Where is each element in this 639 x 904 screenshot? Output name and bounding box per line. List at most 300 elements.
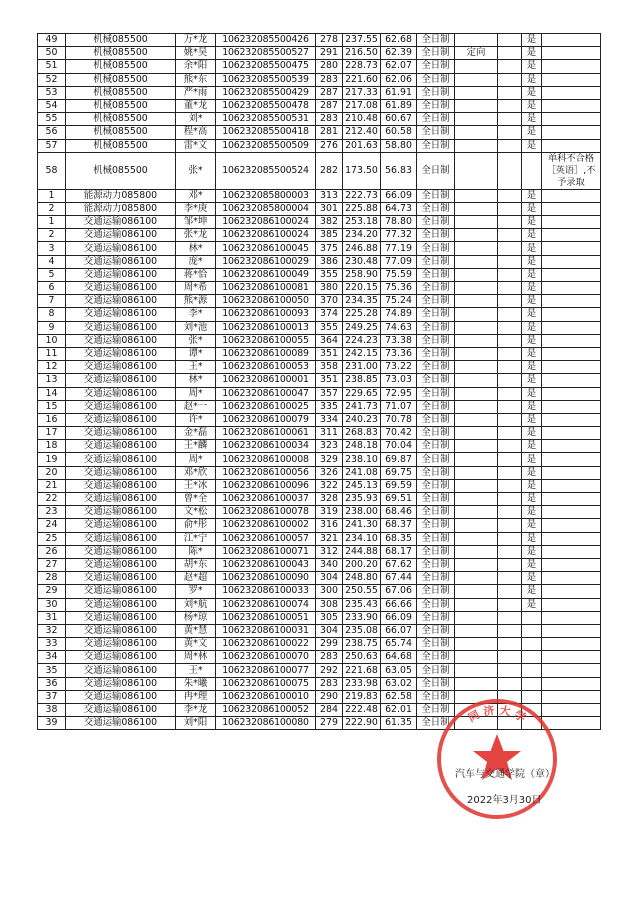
admitted-flag: 是 [522, 347, 542, 360]
row-number: 20 [38, 466, 66, 479]
candidate-id: 106232086100077 [216, 664, 316, 677]
row-number: 10 [38, 334, 66, 347]
initial-score: 316 [316, 519, 343, 532]
candidate-id: 106232086100089 [216, 347, 316, 360]
table-row [38, 73, 601, 86]
special-program [455, 229, 498, 242]
row-number: 54 [38, 99, 66, 112]
total-score: 249.25 [343, 321, 381, 334]
candidate-id: 106232085500426 [216, 34, 316, 47]
total-score: 248.80 [343, 572, 381, 585]
candidate-id: 106232086100050 [216, 295, 316, 308]
final-score: 68.17 [381, 545, 417, 558]
special-program [455, 638, 498, 651]
remark-cell [542, 427, 601, 440]
final-score: 62.06 [381, 73, 417, 86]
remark-cell [542, 242, 601, 255]
final-score: 74.63 [381, 321, 417, 334]
row-number: 55 [38, 113, 66, 126]
admitted-flag: 是 [522, 361, 542, 374]
admitted-flag: 是 [522, 99, 542, 112]
final-score: 60.67 [381, 113, 417, 126]
study-mode: 全日制 [417, 624, 455, 637]
remark-cell [542, 229, 601, 242]
remark-cell [542, 638, 601, 651]
candidate-id: 106232085500539 [216, 73, 316, 86]
special-program [455, 334, 498, 347]
student-name: 周* [176, 387, 216, 400]
admitted-flag: 是 [522, 532, 542, 545]
total-score: 217.08 [343, 99, 381, 112]
admitted-flag: 是 [522, 113, 542, 126]
student-name: 林* [176, 374, 216, 387]
special-program [455, 479, 498, 492]
student-name: 李*庚 [176, 202, 216, 215]
remark-cell [542, 598, 601, 611]
row-number: 49 [38, 34, 66, 47]
study-mode: 全日制 [417, 585, 455, 598]
remark-cell [542, 400, 601, 413]
major-cell: 交通运输086100 [66, 282, 176, 295]
special-program [455, 216, 498, 229]
study-mode: 全日制 [417, 466, 455, 479]
row-number: 19 [38, 453, 66, 466]
initial-score: 304 [316, 572, 343, 585]
svg-text:同 济 大 学: 同 济 大 学 [466, 703, 528, 725]
major-cell: 交通运输086100 [66, 321, 176, 334]
study-mode: 全日制 [417, 308, 455, 321]
total-score: 173.50 [343, 152, 381, 189]
initial-score: 322 [316, 479, 343, 492]
study-mode: 全日制 [417, 229, 455, 242]
candidate-id: 106232086100055 [216, 334, 316, 347]
special-program [455, 519, 498, 532]
study-mode: 全日制 [417, 47, 455, 60]
study-mode: 全日制 [417, 268, 455, 281]
study-mode: 全日制 [417, 479, 455, 492]
admitted-flag: 是 [522, 585, 542, 598]
final-score: 58.80 [381, 139, 417, 152]
row-number: 37 [38, 690, 66, 703]
special-program [455, 624, 498, 637]
table-row [38, 624, 601, 637]
special-program [455, 453, 498, 466]
student-name: 邓*欣 [176, 466, 216, 479]
remark-cell [542, 374, 601, 387]
initial-score: 323 [316, 440, 343, 453]
empty-cell [498, 493, 522, 506]
special-program [455, 585, 498, 598]
study-mode: 全日制 [417, 216, 455, 229]
study-mode: 全日制 [417, 572, 455, 585]
row-number: 2 [38, 202, 66, 215]
final-score: 63.02 [381, 677, 417, 690]
admitted-flag: 是 [522, 427, 542, 440]
candidate-id: 106232086100079 [216, 413, 316, 426]
candidate-id: 106232086100080 [216, 717, 316, 730]
initial-score: 319 [316, 506, 343, 519]
major-cell: 交通运输086100 [66, 216, 176, 229]
final-score: 66.09 [381, 189, 417, 202]
total-score: 238.10 [343, 453, 381, 466]
special-program [455, 347, 498, 360]
initial-score: 375 [316, 242, 343, 255]
admitted-flag: 是 [522, 493, 542, 506]
initial-score: 300 [316, 585, 343, 598]
final-score: 67.06 [381, 585, 417, 598]
admitted-flag [522, 638, 542, 651]
major-cell: 交通运输086100 [66, 638, 176, 651]
final-score: 71.07 [381, 400, 417, 413]
remark-cell [542, 440, 601, 453]
final-score: 75.36 [381, 282, 417, 295]
remark-cell [542, 73, 601, 86]
special-program [455, 268, 498, 281]
admitted-flag [522, 677, 542, 690]
major-cell: 机械085500 [66, 99, 176, 112]
candidate-id: 106232086100096 [216, 479, 316, 492]
empty-cell [498, 295, 522, 308]
remark-cell [542, 126, 601, 139]
empty-cell [498, 519, 522, 532]
major-cell: 交通运输086100 [66, 506, 176, 519]
empty-cell [498, 506, 522, 519]
major-cell: 交通运输086100 [66, 361, 176, 374]
initial-score: 278 [316, 34, 343, 47]
total-score: 220.15 [343, 282, 381, 295]
row-number: 24 [38, 519, 66, 532]
final-score: 62.39 [381, 47, 417, 60]
major-cell: 交通运输086100 [66, 440, 176, 453]
row-number: 14 [38, 387, 66, 400]
candidate-id: 106232086100029 [216, 255, 316, 268]
study-mode: 全日制 [417, 493, 455, 506]
total-score: 210.48 [343, 113, 381, 126]
empty-cell [498, 677, 522, 690]
table-row [38, 229, 601, 242]
initial-score: 283 [316, 113, 343, 126]
student-name: 李* [176, 308, 216, 321]
row-number: 2 [38, 229, 66, 242]
initial-score: 329 [316, 453, 343, 466]
empty-cell [498, 479, 522, 492]
row-number: 12 [38, 361, 66, 374]
total-score: 229.65 [343, 387, 381, 400]
total-score: 201.63 [343, 139, 381, 152]
major-cell: 交通运输086100 [66, 532, 176, 545]
special-program [455, 374, 498, 387]
total-score: 222.90 [343, 717, 381, 730]
student-name: 俞*彤 [176, 519, 216, 532]
special-program [455, 282, 498, 295]
total-score: 231.00 [343, 361, 381, 374]
table-row [38, 347, 601, 360]
special-program [455, 113, 498, 126]
total-score: 241.08 [343, 466, 381, 479]
student-name: 胡*东 [176, 558, 216, 571]
candidate-id: 106232086100078 [216, 506, 316, 519]
initial-score: 385 [316, 229, 343, 242]
total-score: 234.35 [343, 295, 381, 308]
special-program [455, 308, 498, 321]
major-cell: 交通运输086100 [66, 466, 176, 479]
student-name: 冉*理 [176, 690, 216, 703]
row-number: 25 [38, 532, 66, 545]
empty-cell [498, 440, 522, 453]
special-program [455, 440, 498, 453]
study-mode: 全日制 [417, 255, 455, 268]
candidate-id: 106232086100070 [216, 651, 316, 664]
remark-cell [542, 413, 601, 426]
major-cell: 交通运输086100 [66, 374, 176, 387]
candidate-id: 106232086100056 [216, 466, 316, 479]
candidate-id: 106232086100052 [216, 704, 316, 717]
admitted-flag: 是 [522, 229, 542, 242]
empty-cell [498, 60, 522, 73]
student-name: 刘* [176, 113, 216, 126]
initial-score: 328 [316, 493, 343, 506]
table-row [38, 86, 601, 99]
table-row [38, 479, 601, 492]
study-mode: 全日制 [417, 86, 455, 99]
study-mode: 全日制 [417, 321, 455, 334]
remark-cell [542, 189, 601, 202]
candidate-id: 106232086100081 [216, 282, 316, 295]
major-cell: 交通运输086100 [66, 611, 176, 624]
row-number: 15 [38, 400, 66, 413]
empty-cell [498, 545, 522, 558]
initial-score: 351 [316, 374, 343, 387]
remark-cell [542, 558, 601, 571]
study-mode: 全日制 [417, 598, 455, 611]
study-mode: 全日制 [417, 202, 455, 215]
empty-cell [498, 572, 522, 585]
empty-cell [498, 651, 522, 664]
study-mode: 全日制 [417, 427, 455, 440]
admitted-flag: 是 [522, 255, 542, 268]
student-name: 李*龙 [176, 704, 216, 717]
final-score: 68.46 [381, 506, 417, 519]
row-number: 39 [38, 717, 66, 730]
table-row [38, 374, 601, 387]
candidate-id: 106232086100024 [216, 216, 316, 229]
table-row [38, 282, 601, 295]
candidate-id: 106232085500418 [216, 126, 316, 139]
row-number: 13 [38, 374, 66, 387]
student-name: 谭* [176, 347, 216, 360]
candidate-id: 106232086100075 [216, 677, 316, 690]
initial-score: 313 [316, 189, 343, 202]
table-row [38, 242, 601, 255]
study-mode: 全日制 [417, 152, 455, 189]
empty-cell [498, 558, 522, 571]
initial-score: 358 [316, 361, 343, 374]
row-number: 58 [38, 152, 66, 189]
candidate-id: 106232086100037 [216, 493, 316, 506]
row-number: 53 [38, 86, 66, 99]
final-score: 66.09 [381, 611, 417, 624]
admitted-flag: 是 [522, 295, 542, 308]
admitted-flag: 是 [522, 466, 542, 479]
admitted-flag: 是 [522, 34, 542, 47]
candidate-id: 106232086100090 [216, 572, 316, 585]
special-program [455, 73, 498, 86]
empty-cell [498, 113, 522, 126]
major-cell: 交通运输086100 [66, 677, 176, 690]
empty-cell [498, 152, 522, 189]
special-program [455, 572, 498, 585]
candidate-id: 106232086100071 [216, 545, 316, 558]
student-name: 周*林 [176, 651, 216, 664]
study-mode: 全日制 [417, 400, 455, 413]
final-score: 69.87 [381, 453, 417, 466]
student-name: 江*宁 [176, 532, 216, 545]
admitted-flag: 是 [522, 73, 542, 86]
study-mode: 全日制 [417, 139, 455, 152]
student-name: 陈* [176, 545, 216, 558]
final-score: 73.36 [381, 347, 417, 360]
final-score: 62.58 [381, 690, 417, 703]
candidate-id: 106232085500475 [216, 60, 316, 73]
candidate-id: 106232086100047 [216, 387, 316, 400]
student-name: 周* [176, 453, 216, 466]
remark-cell [542, 47, 601, 60]
major-cell: 机械085500 [66, 73, 176, 86]
major-cell: 交通运输086100 [66, 334, 176, 347]
total-score: 216.50 [343, 47, 381, 60]
candidate-id: 106232086100043 [216, 558, 316, 571]
initial-score: 311 [316, 427, 343, 440]
final-score: 62.07 [381, 60, 417, 73]
table-row [38, 453, 601, 466]
total-score: 235.08 [343, 624, 381, 637]
major-cell: 交通运输086100 [66, 690, 176, 703]
candidate-id: 106232086100010 [216, 690, 316, 703]
student-name: 黄*慧 [176, 624, 216, 637]
total-score: 245.13 [343, 479, 381, 492]
remark-cell [542, 34, 601, 47]
table-row [38, 506, 601, 519]
final-score: 77.19 [381, 242, 417, 255]
initial-score: 301 [316, 202, 343, 215]
major-cell: 机械085500 [66, 152, 176, 189]
major-cell: 交通运输086100 [66, 558, 176, 571]
table-row [38, 361, 601, 374]
final-score: 61.35 [381, 717, 417, 730]
final-score: 73.38 [381, 334, 417, 347]
total-score: 246.88 [343, 242, 381, 255]
total-score: 238.85 [343, 374, 381, 387]
major-cell: 交通运输086100 [66, 624, 176, 637]
initial-score: 380 [316, 282, 343, 295]
initial-score: 364 [316, 334, 343, 347]
final-score: 77.32 [381, 229, 417, 242]
candidate-id: 106232086100033 [216, 585, 316, 598]
row-number: 51 [38, 60, 66, 73]
row-number: 27 [38, 558, 66, 571]
table-row [38, 60, 601, 73]
total-score: 253.18 [343, 216, 381, 229]
admitted-flag [522, 624, 542, 637]
total-score: 222.73 [343, 189, 381, 202]
table-row [38, 519, 601, 532]
empty-cell [498, 453, 522, 466]
student-name: 熊*源 [176, 295, 216, 308]
empty-cell [498, 466, 522, 479]
study-mode: 全日制 [417, 704, 455, 717]
table-row [38, 427, 601, 440]
final-score: 62.01 [381, 704, 417, 717]
major-cell: 交通运输086100 [66, 255, 176, 268]
total-score: 241.30 [343, 519, 381, 532]
empty-cell [498, 361, 522, 374]
student-name: 杨*琼 [176, 611, 216, 624]
candidate-id: 106232086100002 [216, 519, 316, 532]
special-program [455, 60, 498, 73]
special-program [455, 242, 498, 255]
special-program [455, 34, 498, 47]
remark-cell [542, 99, 601, 112]
student-name: 金*磊 [176, 427, 216, 440]
final-score: 70.04 [381, 440, 417, 453]
total-score: 241.73 [343, 400, 381, 413]
admitted-flag: 是 [522, 506, 542, 519]
admitted-flag: 是 [522, 86, 542, 99]
remark-cell [542, 361, 601, 374]
student-name: 姚*昊 [176, 47, 216, 60]
admitted-flag: 是 [522, 374, 542, 387]
total-score: 221.60 [343, 73, 381, 86]
study-mode: 全日制 [417, 73, 455, 86]
remark-cell [542, 453, 601, 466]
admitted-flag: 是 [522, 242, 542, 255]
table-row [38, 532, 601, 545]
row-number: 52 [38, 73, 66, 86]
admitted-flag: 是 [522, 545, 542, 558]
initial-score: 386 [316, 255, 343, 268]
final-score: 63.05 [381, 664, 417, 677]
special-program [455, 255, 498, 268]
major-cell: 交通运输086100 [66, 295, 176, 308]
empty-cell [498, 189, 522, 202]
special-program [455, 677, 498, 690]
total-score: 234.10 [343, 532, 381, 545]
remark-cell [542, 519, 601, 532]
total-score: 221.68 [343, 664, 381, 677]
study-mode: 全日制 [417, 334, 455, 347]
candidate-id: 106232085800003 [216, 189, 316, 202]
major-cell: 能源动力085800 [66, 189, 176, 202]
row-number: 6 [38, 282, 66, 295]
empty-cell [498, 34, 522, 47]
empty-cell [498, 282, 522, 295]
row-number: 22 [38, 493, 66, 506]
special-program [455, 651, 498, 664]
total-score: 225.28 [343, 308, 381, 321]
student-name: 王*麟 [176, 440, 216, 453]
candidate-id: 106232086100074 [216, 598, 316, 611]
initial-score: 291 [316, 47, 343, 60]
student-name: 朱*曦 [176, 677, 216, 690]
table-row [38, 611, 601, 624]
special-program [455, 532, 498, 545]
initial-score: 281 [316, 126, 343, 139]
study-mode: 全日制 [417, 519, 455, 532]
final-score: 60.58 [381, 126, 417, 139]
final-score: 61.91 [381, 86, 417, 99]
table-row [38, 152, 601, 189]
admitted-flag: 是 [522, 598, 542, 611]
